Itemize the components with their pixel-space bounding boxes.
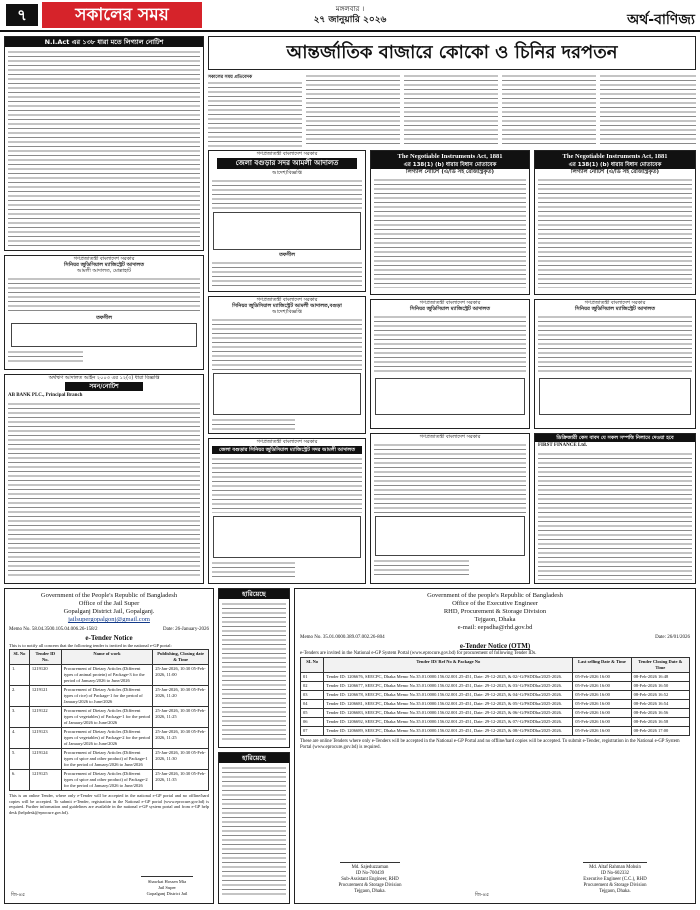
ab-bank-name: AB BANK PLC., Principal Branch [8, 393, 83, 398]
cell-id: 1219120 [29, 665, 61, 686]
rhd-table-header [301, 658, 690, 673]
notice-body [374, 315, 526, 375]
jail-memo-row [5, 624, 213, 632]
nia-notice-type: লিগ্যাল নোটিশ (এ/ডি সহ রেজিস্ট্রিকৃত) [571, 169, 659, 175]
jail-date: Date: 26-January-2026 [163, 627, 209, 632]
cell-close: 08-Feb-2026 16:56 [631, 709, 689, 718]
cell-sl: 07 [301, 727, 324, 736]
jail-tender-notice [4, 588, 214, 904]
rhd-table-row [301, 727, 690, 736]
gov-header: গণপ্রজাতন্ত্রী বাংলাদেশ সরকার [419, 434, 481, 440]
cell-sell: 05-Feb-2026 16:00 [573, 709, 631, 718]
headline-box [208, 36, 696, 70]
cell-id: 1219121 [29, 686, 61, 707]
cell-sl: 5. [10, 749, 30, 770]
cell-ref: Tender ID: 1206677, SEECPC, Dhaka Memo No.35.01.0000.156.02.001.25-451, Date: 29-12-2025, & 03/-G/PSDDha/2025-2026. [324, 682, 573, 691]
court-notice-mid-right [534, 299, 696, 429]
jail-email[interactable]: jailsupergopalgonj@gmail.com [68, 616, 150, 623]
court-name: সিনিয়র জুডিসিয়াল ম্যাজিস্ট্রেট আদালত [575, 306, 655, 312]
lost-title: হারিয়েছে [219, 753, 289, 763]
district-court-notice [208, 438, 366, 584]
rhd-memo-row [295, 632, 695, 640]
cell-sl: 03 [301, 691, 324, 700]
rhd-table-row [301, 682, 690, 691]
nia-body [374, 178, 526, 288]
rhd-division: RHD, Procurement & Storage Division [443, 608, 547, 615]
notice-body [8, 277, 200, 312]
gov-header: গণপ্রজাতন্ত্রী বাংলাদেশ সরকার [256, 151, 318, 157]
col-work: Name of work [61, 650, 153, 665]
notice-body [212, 179, 362, 209]
court-name: সিনিয়র জুডিসিয়াল ম্যাজিস্ট্রেট আদালত [410, 306, 490, 312]
signer-place: Tejgaon, Dhaka. [599, 889, 631, 894]
auction-body [538, 452, 692, 580]
cell-close: 08-Feb-2026 16:50 [631, 682, 689, 691]
signer-title: Executive Engineer (C.C.), RHD [583, 877, 647, 882]
rhd-signature-left [315, 853, 425, 895]
jail-office: Office of the Jail Super [78, 600, 140, 607]
reporter: সকালের সময় প্রতিবেদক [208, 75, 253, 80]
rhd-table-wrap [295, 657, 695, 736]
gov-header: গণপ্রজাতন্ত্রী বাংলাদেশ সরকার [584, 300, 646, 306]
notice-body [374, 443, 526, 513]
date-block [300, 4, 400, 26]
tafshil-text [212, 261, 362, 289]
auction-title: ডিক্রিজারী কেস বাবদ যে সকল সম্পত্তি নিলামে দেওয়া হবে [535, 434, 695, 442]
cell-time: 25-Jan-2026, 10:30 05-Feb-2026, 11:20 [153, 686, 209, 707]
rhd-title: e-Tender Notice (OTM) [459, 642, 531, 650]
signature-line [583, 853, 647, 863]
cell-close: 08-Feb-2026 16:58 [631, 718, 689, 727]
court-sub: আমলী আদালত, মোল্লাহাট [77, 268, 131, 274]
cell-sell: 05-Feb-2026 16:00 [573, 700, 631, 709]
court-sub: আদেশ/বিজ্ঞপ্তি [272, 309, 302, 315]
cell-ref: Tender ID: 1206692, SEECPC, Dhaka Memo No.35.01.0000.156.02.001.25-451, Date: 29-12-2025, & 07/-G/PSDDha/2025-2026. [324, 718, 573, 727]
col-sl: SL No [301, 658, 324, 673]
ab-bank-body [8, 402, 200, 577]
nia-notice-left [370, 150, 530, 295]
ab-bank-heading: অর্থঋণ আদালত আইন ২০০৩ এর ১২(৩) ধারা বিজ্ঞপ্তি [48, 375, 160, 381]
chief-court-notice [208, 296, 366, 434]
gov-header: গণপ্রজাতন্ত্রী বাংলাদেশ সরকার [73, 256, 135, 262]
cell-close: 08-Feb-2026 16:48 [631, 673, 689, 682]
gov-header: গণপ্রজাতন্ত্রী বাংলাদেশ সরকার [256, 439, 318, 445]
rhd-table-row [301, 718, 690, 727]
rhd-date: Date: 26/01/2026 [655, 635, 690, 640]
cell-sell: 05-Feb-2026 16:00 [573, 682, 631, 691]
cell-work: Procurement of Dietary Articles (Different types of spice and other product) of Package-2 for the period of January/2026 to June/2026 [61, 770, 153, 791]
article-col-1 [208, 74, 302, 146]
case-table [375, 378, 525, 415]
cell-close: 08-Feb-2026 17:00 [631, 727, 689, 736]
jail-tender-table [9, 649, 209, 791]
cell-close: 08-Feb-2026 16:54 [631, 700, 689, 709]
lost-body [222, 766, 286, 898]
col-close: Tender Closing Date & Time [631, 658, 689, 673]
nia-body [538, 178, 692, 288]
jail-gov: Government of the People's Republic of Bangladesh [40, 592, 178, 599]
ab-bank-notice-title: সমন/নোটিশ [65, 382, 143, 391]
col-sell: Last selling Date & Time [573, 658, 631, 673]
article-col-5 [600, 74, 696, 146]
bogura-court-notice [208, 150, 366, 292]
jail-table-row [10, 728, 209, 749]
cell-sl: 06 [301, 718, 324, 727]
court-notice-lower [370, 433, 530, 584]
gov-header: গণপ্রজাতন্ত্রী বাংলাদেশ সরকার [419, 300, 481, 306]
signature-text [212, 418, 295, 432]
notice-body [538, 315, 692, 375]
signer-id: ID No-602332 [600, 871, 630, 876]
rhd-tender-table [300, 657, 690, 736]
cell-sl: 4. [10, 728, 30, 749]
jail-table-row [10, 665, 209, 686]
cell-work: Procurement of Dietary Articles (Different types of spice and other product) of Package-1 for the period of January/2026 to June/2026 [61, 749, 153, 770]
cell-sl: 05 [301, 709, 324, 718]
cell-id: 1219124 [29, 749, 61, 770]
case-table [213, 212, 361, 250]
cell-sl: 6. [10, 770, 30, 791]
col-ref: Tender ID/ Ref No & Package No [324, 658, 573, 673]
case-table [213, 516, 361, 558]
jail-table-row [10, 686, 209, 707]
tafshil-table [11, 323, 197, 347]
cell-sl: 1. [10, 665, 30, 686]
case-table [375, 516, 525, 556]
headline[interactable]: আন্তর্জাতিক বাজারে কোকো ও চিনির দরপতন [286, 42, 618, 63]
col-time: Publishing, Closing date & Time [153, 650, 209, 665]
signer-office: Gopalganj District Jail [146, 891, 188, 896]
mollarhat-court-notice [4, 255, 204, 370]
signer-place: Tejgaon, Dhaka. [354, 889, 386, 894]
cell-ref: Tender ID: 1206676, SEECPC, Dhaka Memo No.35.01.0000.156.02.001.25-451, Date: 29-12-2025, & 02/-G/PSDDha/2025-2026. [324, 673, 573, 682]
gov-header: গণপ্রজাতন্ত্রী বাংলাদেশ সরকার [256, 297, 318, 303]
nlact-notice [4, 36, 204, 251]
lost-title: হারিয়েছে [219, 589, 289, 599]
article-col-3 [404, 74, 498, 146]
cell-sell: 05-Feb-2026 16:00 [573, 691, 631, 700]
rhd-gov: Government of the people's Republic of Bangladesh [427, 592, 563, 599]
rhd-tender-notice [294, 588, 696, 904]
jail-intro: This is to notify all concern that the following tender is invited in the national e-GP portal: [9, 643, 172, 648]
ad-code: জি-৪৫ [475, 892, 490, 898]
cell-ref: Tender ID: 1206689, SEECPC, Dhaka Memo No.35.01.0000.156.02.001.25-451, Date: 29-12-2025, & 08/-G/PSDDha/2025-2026. [324, 727, 573, 736]
signer-name: Shawkat Hossen Mia [147, 879, 187, 884]
signer-id: ID No-700439 [355, 871, 385, 876]
cell-sl: 3. [10, 707, 30, 728]
col-sl: SL No [10, 650, 30, 665]
cell-time: 25-Jan-2026, 10:30 05-Feb-2026, 11:25 [153, 707, 209, 728]
signature-text [374, 559, 469, 575]
cell-work: Procurement of Dietary Articles (Different types of animal protein) of Package-3 for the period of January/2026 to June/2026 [61, 665, 153, 686]
cell-work: Procurement of Dietary Articles (Different types of rice) of Package-1 for the period of January/2026 to June/2026 [61, 686, 153, 707]
rhd-email[interactable]: e-mail: eepsdha@rhd.gov.bd [457, 624, 533, 631]
page-number: ৭ [6, 4, 38, 26]
rhd-table-row [301, 709, 690, 718]
nia-subtitle: এর 138(1) (b) ধারার বিধান মোতাবেক [371, 161, 529, 169]
cell-ref: Tender ID: 1206678, SEECPC, Dhaka Memo No.35.01.0000.156.02.001.25-451, Date: 29-12-2025, & 04/-G/PSDDha/2025-2026. [324, 691, 573, 700]
signature-text [212, 561, 295, 579]
ab-bank-notice [4, 374, 204, 584]
cell-work: Procurement of Dietary Articles (Different types of vegetables) of Package-1 for the period of January/2026 to June/2026 [61, 707, 153, 728]
cell-time: 25-Jan-2026, 10:30 05-Feb-2026, 11:00 [153, 665, 209, 686]
jail-table-header [10, 650, 209, 665]
jail-signature [127, 867, 207, 897]
cell-work: Procurement of Dietary Articles (Different types of vegetables) of Package-2 for the period of January/2026 to June/2026 [61, 728, 153, 749]
cell-sl: 2. [10, 686, 30, 707]
cell-close: 08-Feb-2026 16:52 [631, 691, 689, 700]
court-title: জেলা বগুড়ার সিনিয়র জুডিসিয়াল ম্যাজিস্ট্রেট সদর আমলী আদালত [212, 446, 362, 454]
notice-body [212, 457, 362, 513]
jail-table-row [10, 707, 209, 728]
issue-date: ২৭ জানুয়ারি ২০২৬ [313, 15, 387, 25]
cell-time: 25-Jan-2026, 10:30 05-Feb-2026, 11:35 [153, 770, 209, 791]
court-name: সিনিয়র জুডিসিয়াল ম্যাজিস্ট্রেট আদালত [64, 262, 144, 268]
cell-ref: Tender ID: 1206681, SEECPC, Dhaka Memo No.35.01.0000.156.02.001.25-451, Date: 29-12-2025, & 05/-G/PSDDha/2025-2026. [324, 700, 573, 709]
article-col-2 [306, 74, 400, 146]
jail-title: e-Tender Notice [85, 634, 133, 642]
tafshil-heading: তফসীল [279, 252, 295, 258]
notice-body [212, 318, 362, 370]
jail-memo: Memo No. 58.04.3500.105.04.006.26-158/2 [9, 627, 98, 632]
court-sub: আদেশ/বিজ্ঞপ্তি [272, 170, 302, 176]
jail-table-row [10, 770, 209, 791]
finance-auction-notice [534, 433, 696, 584]
cell-sell: 05-Feb-2026 16:00 [573, 673, 631, 682]
nia-title: The Negotiable Instruments Act, 1881 [535, 151, 695, 161]
cell-time: 25-Jan-2026, 10:30 05-Feb-2026, 11:30 [153, 749, 209, 770]
cell-time: 25-Jan-2026, 10:30 05-Feb-2026, 11:25 [153, 728, 209, 749]
signer-name: Md. Altaf Rahman Mohsin [589, 865, 641, 870]
weekday: মঙ্গলবার । [335, 5, 365, 13]
cell-sell: 05-Feb-2026 16:00 [573, 718, 631, 727]
court-title: সিনিয়র জুডিসিয়াল ম্যাজিস্ট্রেট আমলী আদালত,বগুড়া [232, 303, 342, 309]
rhd-signature-right [555, 853, 675, 895]
article-text [208, 81, 302, 147]
col-id: Tender ID No. [29, 650, 61, 665]
cell-sl: 01 [301, 673, 324, 682]
jail-district: Gopalganj District Jail, Gopalganj. [63, 608, 155, 615]
cell-sell: 05-Feb-2026 16:00 [573, 727, 631, 736]
rhd-table-row [301, 700, 690, 709]
cell-id: 1219123 [29, 728, 61, 749]
signer-title: Jail Super [158, 885, 176, 890]
rhd-place: Tejgaon, Dhaka [474, 616, 516, 623]
cell-sl: 02 [301, 682, 324, 691]
jail-footer: This is an online Tender, where only e-Tender will be accepted in the national e-GP portal and no offline/hard copies will be accepted. To submit e-Tender, registration in the National e-GP portal (www.eprocure.gov.bd) is required. Further information and guidelines are available in the national e-GP system portal and from e-GP help desk (helpdesk@eprocure.gov.bd). [9, 793, 209, 815]
signature-line [340, 853, 400, 863]
lost-notice-2 [218, 752, 290, 904]
case-table [213, 373, 361, 415]
signature-text [8, 350, 83, 364]
lost-notice-1 [218, 588, 290, 748]
cell-id: 1219122 [29, 707, 61, 728]
finance-company: FIRST FINANCE Ltd. [538, 443, 587, 448]
case-table [539, 378, 691, 415]
nia-notice-right [534, 150, 696, 295]
court-notice-mid-left [370, 299, 530, 429]
nia-subtitle: এর 138(1) (b) ধারার বিধান মোতাবেক [535, 161, 695, 169]
nia-notice-type: লিগ্যাল নোটিশ (এ/ডি সহ রেজিস্ট্রিকৃত) [406, 169, 494, 175]
signature-line [141, 867, 193, 877]
newspaper-logo[interactable]: সকালের সময় [42, 2, 202, 28]
jail-table-wrap [5, 649, 213, 791]
rhd-intro: e-Tenders are invited in the National e-GP System Portal (www.eprocure.gov.bd) for procurement of following Tender IDs. [300, 651, 537, 656]
signer-name: Md. Sajeduzzaman [351, 865, 389, 870]
section-title: অর্থ-বাণিজ্য [627, 12, 695, 28]
rhd-office: Office of the Executive Engineer [452, 600, 538, 607]
ad-code: জি-৪৫ [11, 892, 26, 898]
cell-sl: 04 [301, 700, 324, 709]
tafshil-heading: তফসীল [96, 315, 112, 321]
article-col-4 [502, 74, 596, 146]
nlact-title: N.I.Act এর ১৩৮ ধারা মতে লিগ্যাল নোটিশ [5, 37, 203, 47]
cell-id: 1219125 [29, 770, 61, 791]
cell-ref: Tender ID: 1206683, SEECPC, Dhaka Memo No.35.01.0000.156.02.001.25-451, Date: 29-12-2025, & 06/-G/PSDDha/2025-2026. [324, 709, 573, 718]
signer-division: Procurement & Storage Division [338, 883, 402, 888]
signer-title: Sub-Assistant Engineer, RHD [341, 877, 399, 882]
nlact-body [8, 50, 200, 248]
nia-title: The Negotiable Instruments Act, 1881 [371, 151, 529, 161]
rhd-footer: These are online Tenders where only e-Tenders will be accepted in the National e-GP Portal and no offline/hard copies will be accepted. To submit e-Tender, registration in the National e-GP System Portal (www.eprocure.gov.bd) is required. [300, 739, 680, 750]
rhd-memo: Memo No. 35.01.0000.389.07.002.26-804 [300, 635, 385, 640]
header-divider [0, 30, 700, 32]
signer-division: Procurement & Storage Division [583, 883, 647, 888]
jail-table-row [10, 749, 209, 770]
court-title: জেলা বগুড়ার সদর আমলী আদালত [217, 158, 357, 169]
rhd-table-row [301, 691, 690, 700]
lost-body [222, 602, 286, 742]
rhd-table-row [301, 673, 690, 682]
